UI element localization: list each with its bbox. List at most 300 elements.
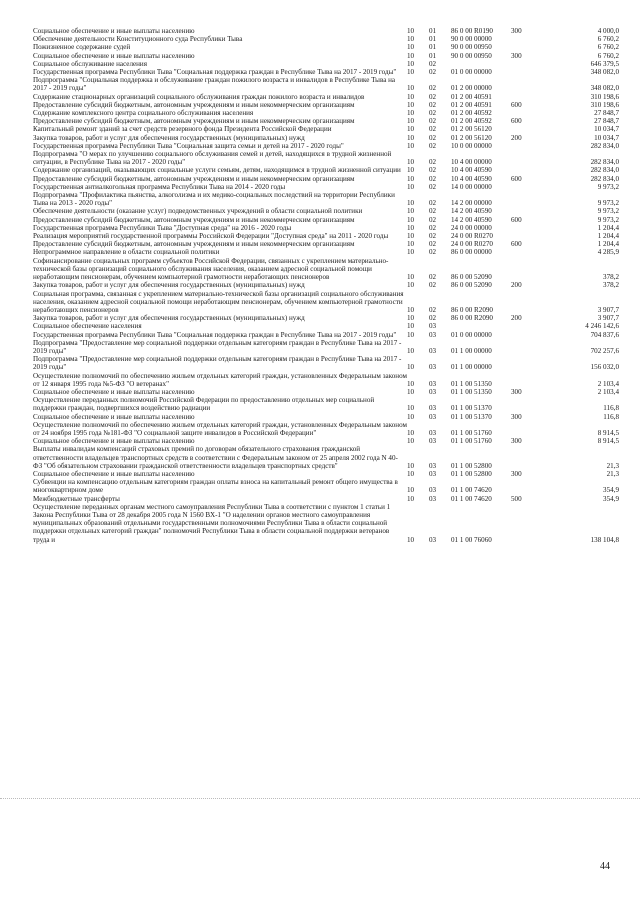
row-subsection: 03 [429,387,437,396]
table-row [33,388,619,396]
row-target-item: 01 2 00 00000 [451,84,492,93]
table-row [33,413,619,421]
row-expense-type [511,191,539,207]
row-expense-type [511,248,539,256]
row-target-item: 01 1 00 74620 [451,494,492,503]
row-target-item: 01 2 00 40592 [451,109,492,118]
row-section: 10 [407,158,415,167]
row-expense-type: 600 [511,215,522,224]
row-expense-type: 300 [511,437,522,446]
table-row [33,421,619,437]
table-row [33,101,619,109]
row-expense-type [511,396,539,412]
row-amount: 646 379,5 [590,59,619,68]
table-row [33,224,619,232]
row-subsection: 02 [429,215,437,224]
row-expense-type [511,150,539,166]
row-expense-type: 300 [511,387,522,396]
row-amount: 354,9 [603,486,619,495]
row-name: Социальная программа, связанная с укреплением материально-технической базы организаций социального обслуживания населения, оказанием адресной социальной помощи неработающим пенсионерам, обучением компьютерной грамотности неработающих пенсионеров [33,289,404,314]
row-subsection: 03 [429,346,437,355]
row-name: Закупка товаров, работ и услуг для обеспечения государственных (муниципальных) нужд [33,314,305,323]
row-target-item: 10 4 00 00000 [451,158,492,167]
row-name: Предоставление субсидий бюджетным, автономным учреждениям и иным некоммерческим организациям [33,174,355,183]
table-row [33,134,619,142]
row-amount: 9 973,2 [597,182,619,191]
row-name: Непрограммное направление в области социальной политики [33,248,220,257]
row-expense-type [511,355,539,371]
table-row [33,331,619,339]
row-section: 10 [407,133,415,142]
row-target-item: 14 2 00 40590 [451,207,492,216]
row-name: Осуществление полномочий по обеспечению жильем отдельных категорий граждан, установленных Федеральным законом от 12 января 1995 года №5-ФЗ "О ветеранах" [33,371,407,388]
row-amount: 138 104,8 [590,535,619,544]
table-row [33,150,619,166]
row-target-item: 10 4 00 40590 [451,166,492,175]
row-section: 10 [407,494,415,503]
table-row [33,355,619,371]
row-subsection: 02 [429,109,437,118]
row-name: Социальное обеспечение населения [33,322,142,331]
row-section: 10 [407,35,415,44]
row-subsection: 02 [429,314,437,323]
row-subsection: 02 [429,174,437,183]
table-row [33,396,619,412]
table-row [33,437,619,445]
row-subsection: 01 [429,27,437,35]
row-section: 10 [407,207,415,216]
row-expense-type [511,76,539,92]
row-section: 10 [407,314,415,323]
row-target-item: 10 0 00 00000 [451,141,492,150]
row-expense-type [511,232,539,240]
row-amount: 378,2 [603,281,619,290]
table-row [33,60,619,68]
row-expense-type: 200 [511,133,522,142]
row-subsection: 02 [429,117,437,126]
row-name: Осуществление переданных органам местного самоуправления Республики Тыва в соответствии с пунктом 1 статьи 1 Закона Республики Тыва от 28 декабря 2005 года N 1560 ВХ-1 "О наделении органов местного самоуправления муниципальных образований отдельными государственными полномочиями Республики Тыва в области социальной поддержки отдельных категорий граждан" полномочий Республики Тыва в области социальной поддержки ветеранов труда и [33,502,391,544]
row-section: 10 [407,437,415,446]
row-expense-type [511,35,539,43]
row-name: Подпрограмма "Предоставление мер социальной поддержки отдельным категориям граждан в Республике Тыва на 2017 - 2019 годы" [33,355,402,372]
row-amount: 282 834,0 [590,158,619,167]
row-subsection: 03 [429,428,437,437]
row-target-item: 24 0 00 00000 [451,223,492,232]
row-subsection: 02 [429,100,437,109]
row-amount: 704 837,6 [590,330,619,339]
row-section: 10 [407,125,415,134]
row-name: Закупка товаров, работ и услуг для обеспечения государственных (муниципальных) нужд [33,281,305,290]
row-target-item: 01 2 00 56120 [451,125,492,134]
row-section: 10 [407,92,415,101]
row-name: Софинансирование социальных программ субъектов Российской Федерации, связанных с укреплением материально-технической базы организаций социального обслуживания населения, оказанием адресной социальной помощи неработающим пенсионерам, обучением компьютерной грамотности неработающих пенсионеров [33,256,389,282]
row-name: Предоставление субсидий бюджетным, автономным учреждениям и иным некоммерческим организациям [33,215,355,224]
row-section: 10 [407,117,415,126]
scan-artifact-line [0,798,640,800]
row-name: Обеспечение деятельности Конституционного суда Республики Тыва [33,35,243,44]
row-section: 10 [407,59,415,68]
row-section: 10 [407,273,415,282]
row-section: 10 [407,281,415,290]
row-amount: 1 204,4 [597,240,619,249]
row-section: 10 [407,412,415,421]
row-amount: 348 082,0 [590,68,619,77]
row-name: Субвенции на компенсацию отдельным категориям граждан оплаты взноса на капитальный ремонт общего имущества в многоквартирном доме [33,478,398,495]
row-name: Социальное обеспечение и иные выплаты населению [33,469,195,478]
row-target-item: 01 1 00 51350 [451,387,492,396]
row-expense-type: 300 [511,27,522,35]
row-name: Капитальный ремонт зданий за счет средств резервного фонда Президента Российской Федерации [33,125,332,134]
row-expense-type [511,503,539,544]
row-amount: 348 082,0 [590,84,619,93]
row-name: Содержание комплексного центра социального обслуживания населения [33,109,254,118]
row-subsection: 03 [429,486,437,495]
row-expense-type: 200 [511,314,522,323]
row-amount: 282 834,0 [590,174,619,183]
row-subsection: 03 [429,437,437,446]
row-section: 10 [407,141,415,150]
row-target-item: 24 0 00 R0270 [451,240,493,249]
row-name: Подпрограмма "Профилактика пьянства, алкоголизма и их медико-социальных последствий на территории Республики Тыва на 2013 - 2020 годы" [33,191,395,208]
row-subsection: 01 [429,51,437,60]
row-subsection: 02 [429,240,437,249]
row-section: 10 [407,240,415,249]
row-amount: 10 034,7 [594,133,619,142]
budget-table [33,27,619,544]
row-amount: 2 103,4 [597,387,619,396]
row-amount: 156 032,0 [590,363,619,372]
row-amount: 116,8 [603,412,619,421]
row-subsection: 03 [429,412,437,421]
row-subsection: 03 [429,494,437,503]
row-name: Социальное обеспечение и иные выплаты населению [33,437,195,446]
row-subsection: 03 [429,535,437,544]
row-section: 10 [407,27,415,35]
row-name: Подпрограмма "Социальная поддержка и обслуживание граждан пожилого возраста и инвалидов в Республике Тыва на 2017 - 2019 годы" [33,76,396,93]
row-amount: 354,9 [603,494,619,503]
row-expense-type [511,68,539,76]
table-row [33,281,619,289]
table-row [33,248,619,256]
budget-table-body [33,27,619,544]
table-row [33,470,619,478]
row-expense-type [511,257,539,282]
row-section: 10 [407,330,415,339]
row-amount: 8 914,5 [597,437,619,446]
table-row [33,125,619,133]
row-amount: 4 246 142,6 [585,322,619,331]
row-amount: 2 103,4 [597,379,619,388]
table-row [33,183,619,191]
page-number: 44 [600,861,610,872]
row-name: Подпрограмма "Предоставление мер социальной поддержки отдельным категориям граждан в Республике Тыва на 2017 - 2019 годы" [33,338,402,355]
row-amount: 21,3 [606,469,619,478]
row-target-item: 90 0 00 00950 [451,51,492,60]
row-target-item: 01 2 00 40591 [451,92,492,101]
row-name: Предоставление субсидий бюджетным, автономным учреждениям и иным некоммерческим организациям [33,240,355,249]
row-name: Содержание стационарных организаций социального обслуживания граждан пожилого возраста и инвалидов [33,92,365,101]
row-section: 10 [407,84,415,93]
row-target-item: 01 2 00 56120 [451,133,492,142]
row-amount: 310 198,6 [590,92,619,101]
row-subsection: 02 [429,305,437,314]
row-target-item: 86 0 00 R2090 [451,305,493,314]
row-target-item: 86 0 00 52090 [451,281,492,290]
row-subsection: 02 [429,223,437,232]
row-name: Пожизненное содержание судей [33,43,131,52]
table-row [33,478,619,494]
row-section: 10 [407,535,415,544]
row-section: 10 [407,461,415,470]
row-name: Выплаты инвалидам компенсаций страховых премий по договорам обязательного страхования гражданской ответственности владельцев транспортных средств в соответствии с Федеральным законом от 25 апреля 2002 года N 40-ФЗ "Об обязательном страховании гражданской ответственности владельцев транспортных средств" [33,445,398,470]
table-row [33,109,619,117]
row-target-item: 01 2 00 40591 [451,100,492,109]
row-amount: 4 000,0 [597,27,619,35]
row-target-item: 86 0 00 52090 [451,273,492,282]
row-name: Государственная программа Республики Тыва "Доступная среда" на 2016 - 2020 годы [33,223,292,232]
row-target-item: 14 0 00 00000 [451,182,492,191]
row-amount: 282 834,0 [590,166,619,175]
row-expense-type: 600 [511,117,522,126]
row-target-item: 90 0 00 00950 [451,43,492,52]
table-row [33,166,619,174]
row-target-item: 01 0 00 00000 [451,68,492,77]
row-amount: 116,8 [603,404,619,413]
row-amount: 1 204,4 [597,232,619,241]
table-row [33,240,619,248]
row-name: Социальное обеспечение и иные выплаты населению [33,412,195,421]
row-target-item: 01 1 00 52800 [451,469,492,478]
row-subsection: 03 [429,404,437,413]
row-section: 10 [407,100,415,109]
row-section: 10 [407,51,415,60]
row-section: 10 [407,232,415,241]
row-amount: 4 285,9 [597,248,619,257]
row-subsection: 02 [429,182,437,191]
table-row [33,43,619,51]
row-expense-type [511,60,539,68]
row-target-item: 01 1 00 51370 [451,412,492,421]
row-name: Социальное обслуживание населения [33,59,147,68]
row-subsection: 03 [429,461,437,470]
row-expense-type [511,224,539,232]
row-target-item: 01 1 00 51760 [451,428,492,437]
table-row [33,232,619,240]
row-expense-type [511,183,539,191]
row-expense-type [511,445,539,470]
table-row [33,339,619,355]
row-subsection: 02 [429,166,437,175]
row-expense-type: 600 [511,100,522,109]
row-subsection: 03 [429,322,437,331]
row-amount: 10 034,7 [594,125,619,134]
row-name: Социальное обеспечение и иные выплаты населению [33,387,195,396]
row-section: 10 [407,363,415,372]
row-amount: 282 834,0 [590,141,619,150]
row-expense-type [511,166,539,174]
row-target-item: 24 0 00 R0270 [451,232,493,241]
row-section: 10 [407,174,415,183]
row-expense-type [511,421,539,437]
row-subsection: 03 [429,330,437,339]
row-target-item: 86 0 00 R0190 [451,27,493,35]
row-expense-type: 300 [511,51,522,60]
row-name: Обеспечение деятельности (оказание услуг) подведомственных учреждений в области социальной политики [33,207,363,216]
row-expense-type [511,43,539,51]
row-subsection: 02 [429,59,437,68]
table-row [33,207,619,215]
row-target-item: 01 1 00 52800 [451,461,492,470]
row-amount: 27 848,7 [594,109,619,118]
table-row [33,290,619,315]
table-row [33,445,619,470]
row-subsection: 02 [429,68,437,77]
row-name: Социальное обеспечение и иные выплаты населению [33,51,195,60]
row-subsection: 02 [429,199,437,208]
row-section: 10 [407,43,415,52]
row-amount: 702 257,6 [590,346,619,355]
row-subsection: 02 [429,248,437,257]
row-name: Закупка товаров, работ и услуг для обеспечения государственных (муниципальных) нужд [33,133,305,142]
table-row [33,257,619,282]
row-section: 10 [407,68,415,77]
row-amount: 310 198,6 [590,100,619,109]
row-subsection: 01 [429,43,437,52]
row-name: Предоставление субсидий бюджетным, автономным учреждениям и иным некоммерческим организациям [33,100,355,109]
row-section: 10 [407,248,415,257]
row-target-item: 90 0 00 00000 [451,35,492,44]
row-name: Социальное обеспечение и иные выплаты населению [33,27,195,35]
table-row [33,117,619,125]
row-target-item: 01 1 00 00000 [451,363,492,372]
row-subsection: 02 [429,84,437,93]
row-subsection: 03 [429,363,437,372]
row-subsection: 02 [429,125,437,134]
row-target-item: 10 4 00 40590 [451,174,492,183]
row-amount: 9 973,2 [597,199,619,208]
table-row [33,503,619,544]
row-section: 10 [407,428,415,437]
row-expense-type [511,207,539,215]
table-row [33,372,619,388]
row-subsection: 02 [429,232,437,241]
table-row [33,314,619,322]
row-target-item: 01 1 00 74620 [451,486,492,495]
row-expense-type: 300 [511,412,522,421]
row-section: 10 [407,305,415,314]
row-target-item: 01 1 00 76060 [451,535,492,544]
row-expense-type [511,372,539,388]
row-name: Содержание организаций, оказывающих социальные услуги семьям, детям, находящимся в трудной жизненной ситуации [33,166,401,175]
row-subsection: 02 [429,158,437,167]
row-name: Осуществление переданных полномочий Российской Федерации по предоставлению отдельных мер социальной поддержки граждан, подвергшихся воздействию радиации [33,396,375,413]
row-expense-type: 200 [511,281,522,290]
row-subsection: 02 [429,133,437,142]
row-name: Межбюджетные трансферты [33,494,120,503]
table-row [33,68,619,76]
table-row [33,191,619,207]
row-target-item: 14 2 00 00000 [451,199,492,208]
row-name: Осуществление полномочий по обеспечению жильем отдельных категорий граждан, установленных Федеральным законом от 24 ноября 1995 года №181-ФЗ "О социальной защите инвалидов в Российской Федерации" [33,420,407,437]
row-section: 10 [407,387,415,396]
row-expense-type [511,339,539,355]
row-target-item: 01 1 00 51370 [451,404,492,413]
row-amount: 3 907,7 [597,305,619,314]
row-name: Государственная антиалкогольная программа Республики Тыва на 2014 - 2020 годы [33,182,286,191]
row-expense-type [511,109,539,117]
row-name: Предоставление субсидий бюджетным, автономным учреждениям и иным некоммерческим организациям [33,117,355,126]
table-row [33,35,619,43]
table-row [33,93,619,101]
row-subsection: 02 [429,273,437,282]
table-row [33,76,619,92]
row-target-item [451,322,511,330]
row-amount: 9 973,2 [597,207,619,216]
row-expense-type: 300 [511,469,522,478]
row-target-item [451,60,511,68]
row-name: Подпрограмма "О мерах по улучшению социального обслуживания семей и детей, находящихся в трудной жизненной ситуации, в Республике Тыва на 2017 - 2020 годы" [33,150,392,167]
row-section: 10 [407,109,415,118]
row-amount: 378,2 [603,273,619,282]
row-expense-type [511,331,539,339]
table-row [33,216,619,224]
row-amount: 1 204,4 [597,223,619,232]
row-section: 10 [407,322,415,331]
row-section: 10 [407,486,415,495]
row-expense-type: 600 [511,240,522,249]
row-section: 10 [407,199,415,208]
row-amount: 9 973,2 [597,215,619,224]
row-target-item: 01 0 00 00000 [451,330,492,339]
table-row [33,142,619,150]
row-amount: 6 760,2 [597,43,619,52]
row-amount: 8 914,5 [597,428,619,437]
row-target-item: 01 1 00 51350 [451,379,492,388]
row-amount: 6 760,2 [597,51,619,60]
row-subsection: 02 [429,92,437,101]
row-target-item: 01 1 00 51760 [451,437,492,446]
row-amount: 6 760,2 [597,35,619,44]
table-row [33,175,619,183]
table-row [33,27,619,35]
row-name: Государственная программа Республики Тыва "Социальная защита семьи и детей на 2017 - 2020 годы" [33,141,344,150]
table-row [33,322,619,330]
row-amount: 21,3 [606,461,619,470]
table-row [33,495,619,503]
row-expense-type [511,125,539,133]
row-expense-type [511,142,539,150]
row-section: 10 [407,182,415,191]
row-target-item: 86 0 00 R2090 [451,314,493,323]
row-name: Государственная программа Республики Тыва "Социальная поддержка граждан в Республике Тыва на 2017 - 2019 годы" [33,330,397,339]
row-subsection: 03 [429,469,437,478]
row-name: Государственная программа Республики Тыва "Социальная поддержка граждан в Республике Тыва на 2017 - 2019 годы" [33,68,397,77]
row-expense-type [511,478,539,494]
row-target-item: 86 0 00 00000 [451,248,492,257]
row-subsection: 01 [429,35,437,44]
row-expense-type [511,93,539,101]
row-subsection: 02 [429,207,437,216]
row-section: 10 [407,346,415,355]
row-target-item: 14 2 00 40590 [451,215,492,224]
row-target-item: 01 2 00 40592 [451,117,492,126]
row-amount: 3 907,7 [597,314,619,323]
row-target-item: 01 1 00 00000 [451,346,492,355]
row-section: 10 [407,215,415,224]
row-subsection: 02 [429,281,437,290]
table-row [33,52,619,60]
row-section: 10 [407,223,415,232]
